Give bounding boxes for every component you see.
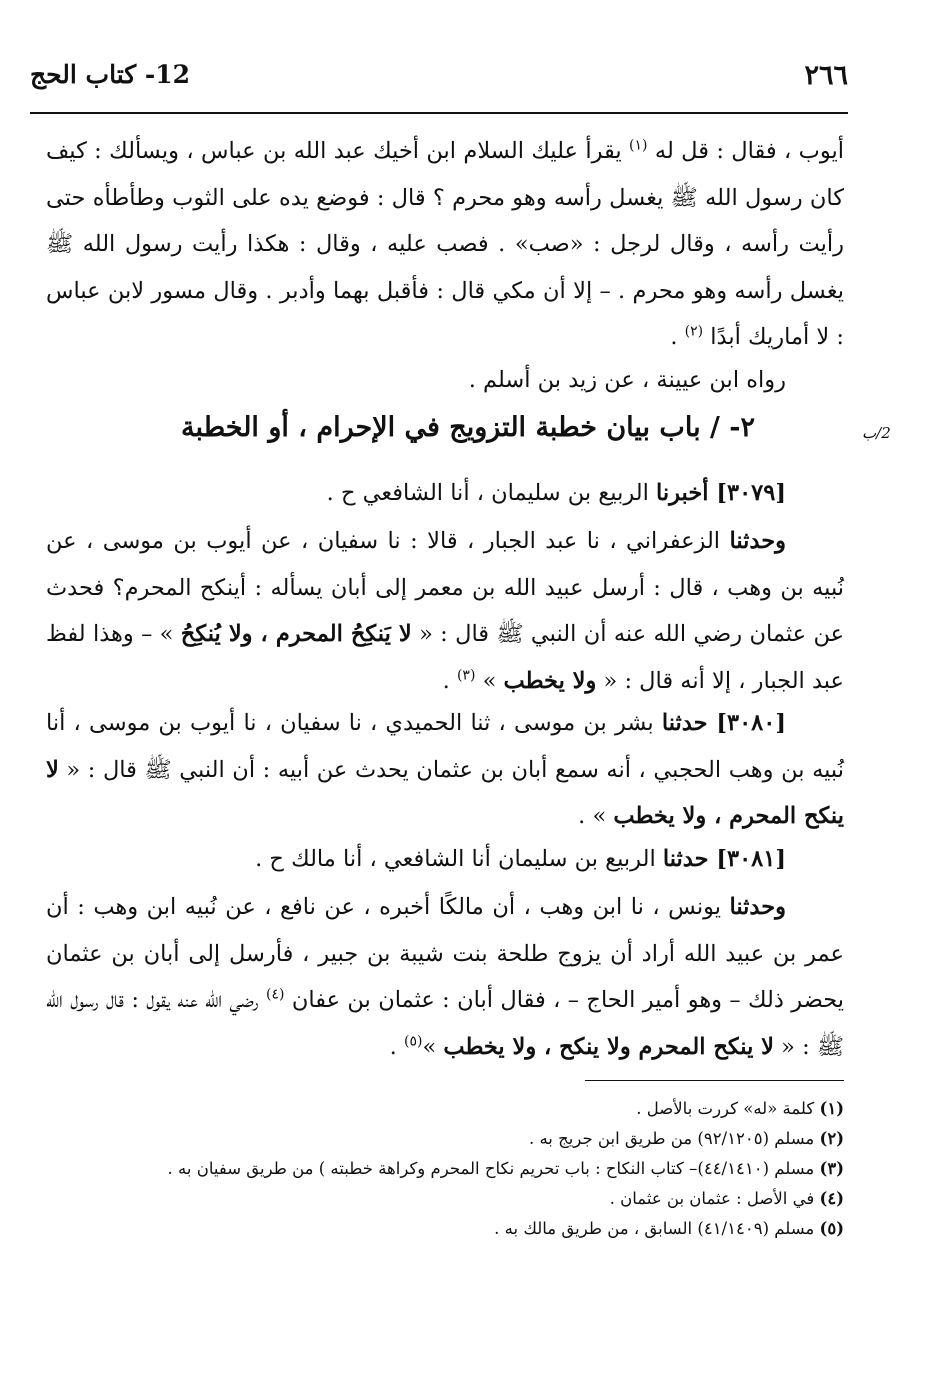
footnote-text: كلمة «له» كررت بالأصل . xyxy=(636,1099,820,1118)
text-run: » xyxy=(475,667,504,694)
chapter-heading: ٢- / باب بيان خطبة التزويج في الإحرام ، أو الخطبة xyxy=(181,412,755,443)
hadith-quote: لا يَنكِحُ المحرم ، ولا يُنكِحُ xyxy=(180,621,412,647)
footnote-item xyxy=(60,1154,844,1184)
text-run: الزعفراني ، نا عبد الجبار ، قالا : نا سفيان ، عن أيوب بن موسى ، عن نُبيه بن وهب ، قال : أرسل عبيد الله بن معمر إلى أبان يسأله : أينكح المحرم؟ فحدث عن عثمان رضي الله عنه أن النبي ﷺ قال : « xyxy=(46,528,844,647)
paragraph-continuation xyxy=(46,128,844,361)
hadith-3081-chain xyxy=(46,884,844,1070)
footnote-ref-3[interactable]: (٣) xyxy=(456,667,476,683)
page-header xyxy=(30,58,848,106)
footnote-ref-2[interactable]: (٢) xyxy=(684,323,704,340)
text-run: الربيع بن سليمان أنا الشافعي ، أنا مالك ح . xyxy=(255,846,663,872)
footnote-number: (٣) xyxy=(819,1159,844,1178)
text-run: » xyxy=(422,1033,444,1060)
footnote-text: مسلم (٤١/١٤٠٩) السابق ، من طريق مالك به . xyxy=(494,1219,820,1238)
hadith-number: [٣٠٨١] xyxy=(716,846,786,872)
footnote-ref-4[interactable]: (٤) xyxy=(266,986,285,1003)
footnote-item xyxy=(60,1184,844,1214)
footnote-item xyxy=(60,1124,844,1154)
footnote-rule xyxy=(585,1080,844,1081)
footnote-number: (٥) xyxy=(819,1219,844,1238)
narration-lead: أخبرنا xyxy=(656,480,717,506)
footnote-ref-5[interactable]: (٥) xyxy=(403,1033,423,1049)
text-run: . xyxy=(442,667,457,694)
text-run: يقرأ عليك السلام ابن أخيك عبد الله بن عباس ، ويسألك : كيف كان رسول الله ﷺ يغسل رأسه وهو محرم ؟ قال : فوضع يده على الثوب وطأطأه حتى رأيت رأسه ، وقال لرجل : «صب» . فصب عليه ، وقال : هكذا رأيت رسول الله ﷺ يغسل رأسه وهو محرم . – إلا أن مكي قال : فأقبل بهما وأدبر . وقال مسور لابن عباس : لا أماريك أبدًا xyxy=(46,138,844,350)
narration-note: رواه ابن عيينة ، عن زيد بن أسلم . xyxy=(468,367,786,393)
footnote-number: (٤) xyxy=(819,1189,844,1208)
paragraph-narration-note xyxy=(46,357,844,404)
text-run: » – وهذا لفظ عبد الجبار ، إلا أنه قال : « xyxy=(46,621,844,694)
margin-note: 2/ب xyxy=(862,424,891,442)
footnote-item xyxy=(60,1214,844,1244)
hadith-quote: لا ينكح المحرم ولا ينكح ، ولا يخطب xyxy=(443,1033,775,1060)
footnote-text: في الأصل : عثمان بن عثمان . xyxy=(609,1189,820,1208)
running-title: 12- كتاب الحج xyxy=(30,60,191,89)
hadith-3081 xyxy=(46,836,844,883)
footnote-number: (١) xyxy=(819,1099,844,1118)
hadith-quote: لا ينكح المحرم ، ولا يخطب xyxy=(46,756,844,829)
text-run: . xyxy=(670,324,685,350)
hadith-3079-chain xyxy=(46,518,844,704)
footnote-text: مسلم (٩٢/١٢٠٥) من طريق ابن جريج به . xyxy=(528,1129,820,1148)
hadith-number: [٣٠٧٩] xyxy=(716,480,786,506)
narration-lead: وحدثنا xyxy=(729,894,786,920)
text-run: » . xyxy=(578,803,614,829)
footnotes xyxy=(60,1094,844,1244)
hadith-quote: ولا يخطب xyxy=(503,667,597,694)
text-run: الربيع بن سليمان ، أنا الشافعي ح . xyxy=(326,480,657,506)
footnote-number: (٢) xyxy=(819,1129,844,1148)
header-rule xyxy=(30,112,848,114)
text-run: رضي الله عنه يقول : قال رسول الله ﷺ : « xyxy=(46,987,844,1060)
text-run: أيوب ، فقال : قل له xyxy=(647,138,844,164)
footnote-ref-1[interactable]: (١) xyxy=(629,137,648,154)
narration-lead: حدثنا xyxy=(661,710,717,736)
text-run: بشر بن موسى ، ثنا الحميدي ، نا سفيان ، نا أيوب بن موسى ، أنا نُبيه بن وهب الحجبي ، أنه سمع أبان بن عثمان يحدث عن أبيه : أن النبي ﷺ قال : « xyxy=(46,710,844,783)
hadith-3080 xyxy=(46,700,844,840)
footnote-text: مسلم (٤٤/١٤١٠)– كتاب النكاح : باب تحريم نكاح المحرم وكراهة خطبته ) من طريق سفيان به . xyxy=(167,1159,820,1178)
narration-lead: وحدثنا xyxy=(729,528,786,554)
text-run: يونس ، نا ابن وهب ، أن مالكًا أخبره ، عن نافع ، عن نُبيه ابن وهب : أن عمر بن عبيد الله أراد أن يزوج طلحة بنت شيبة بن جبير ، فأرسل إلى أبان بن عثمان يحضر ذلك – وهو أمير الحاج – ، فقال أبان : عثمان بن عفان xyxy=(46,894,844,1013)
text-run: . xyxy=(389,1033,404,1060)
page-number: ٢٦٦ xyxy=(804,60,848,91)
hadith-number: [٣٠٨٠] xyxy=(716,710,787,736)
footnote-item xyxy=(60,1094,844,1124)
narration-lead: حدثنا xyxy=(662,846,717,872)
hadith-3079 xyxy=(46,470,844,517)
